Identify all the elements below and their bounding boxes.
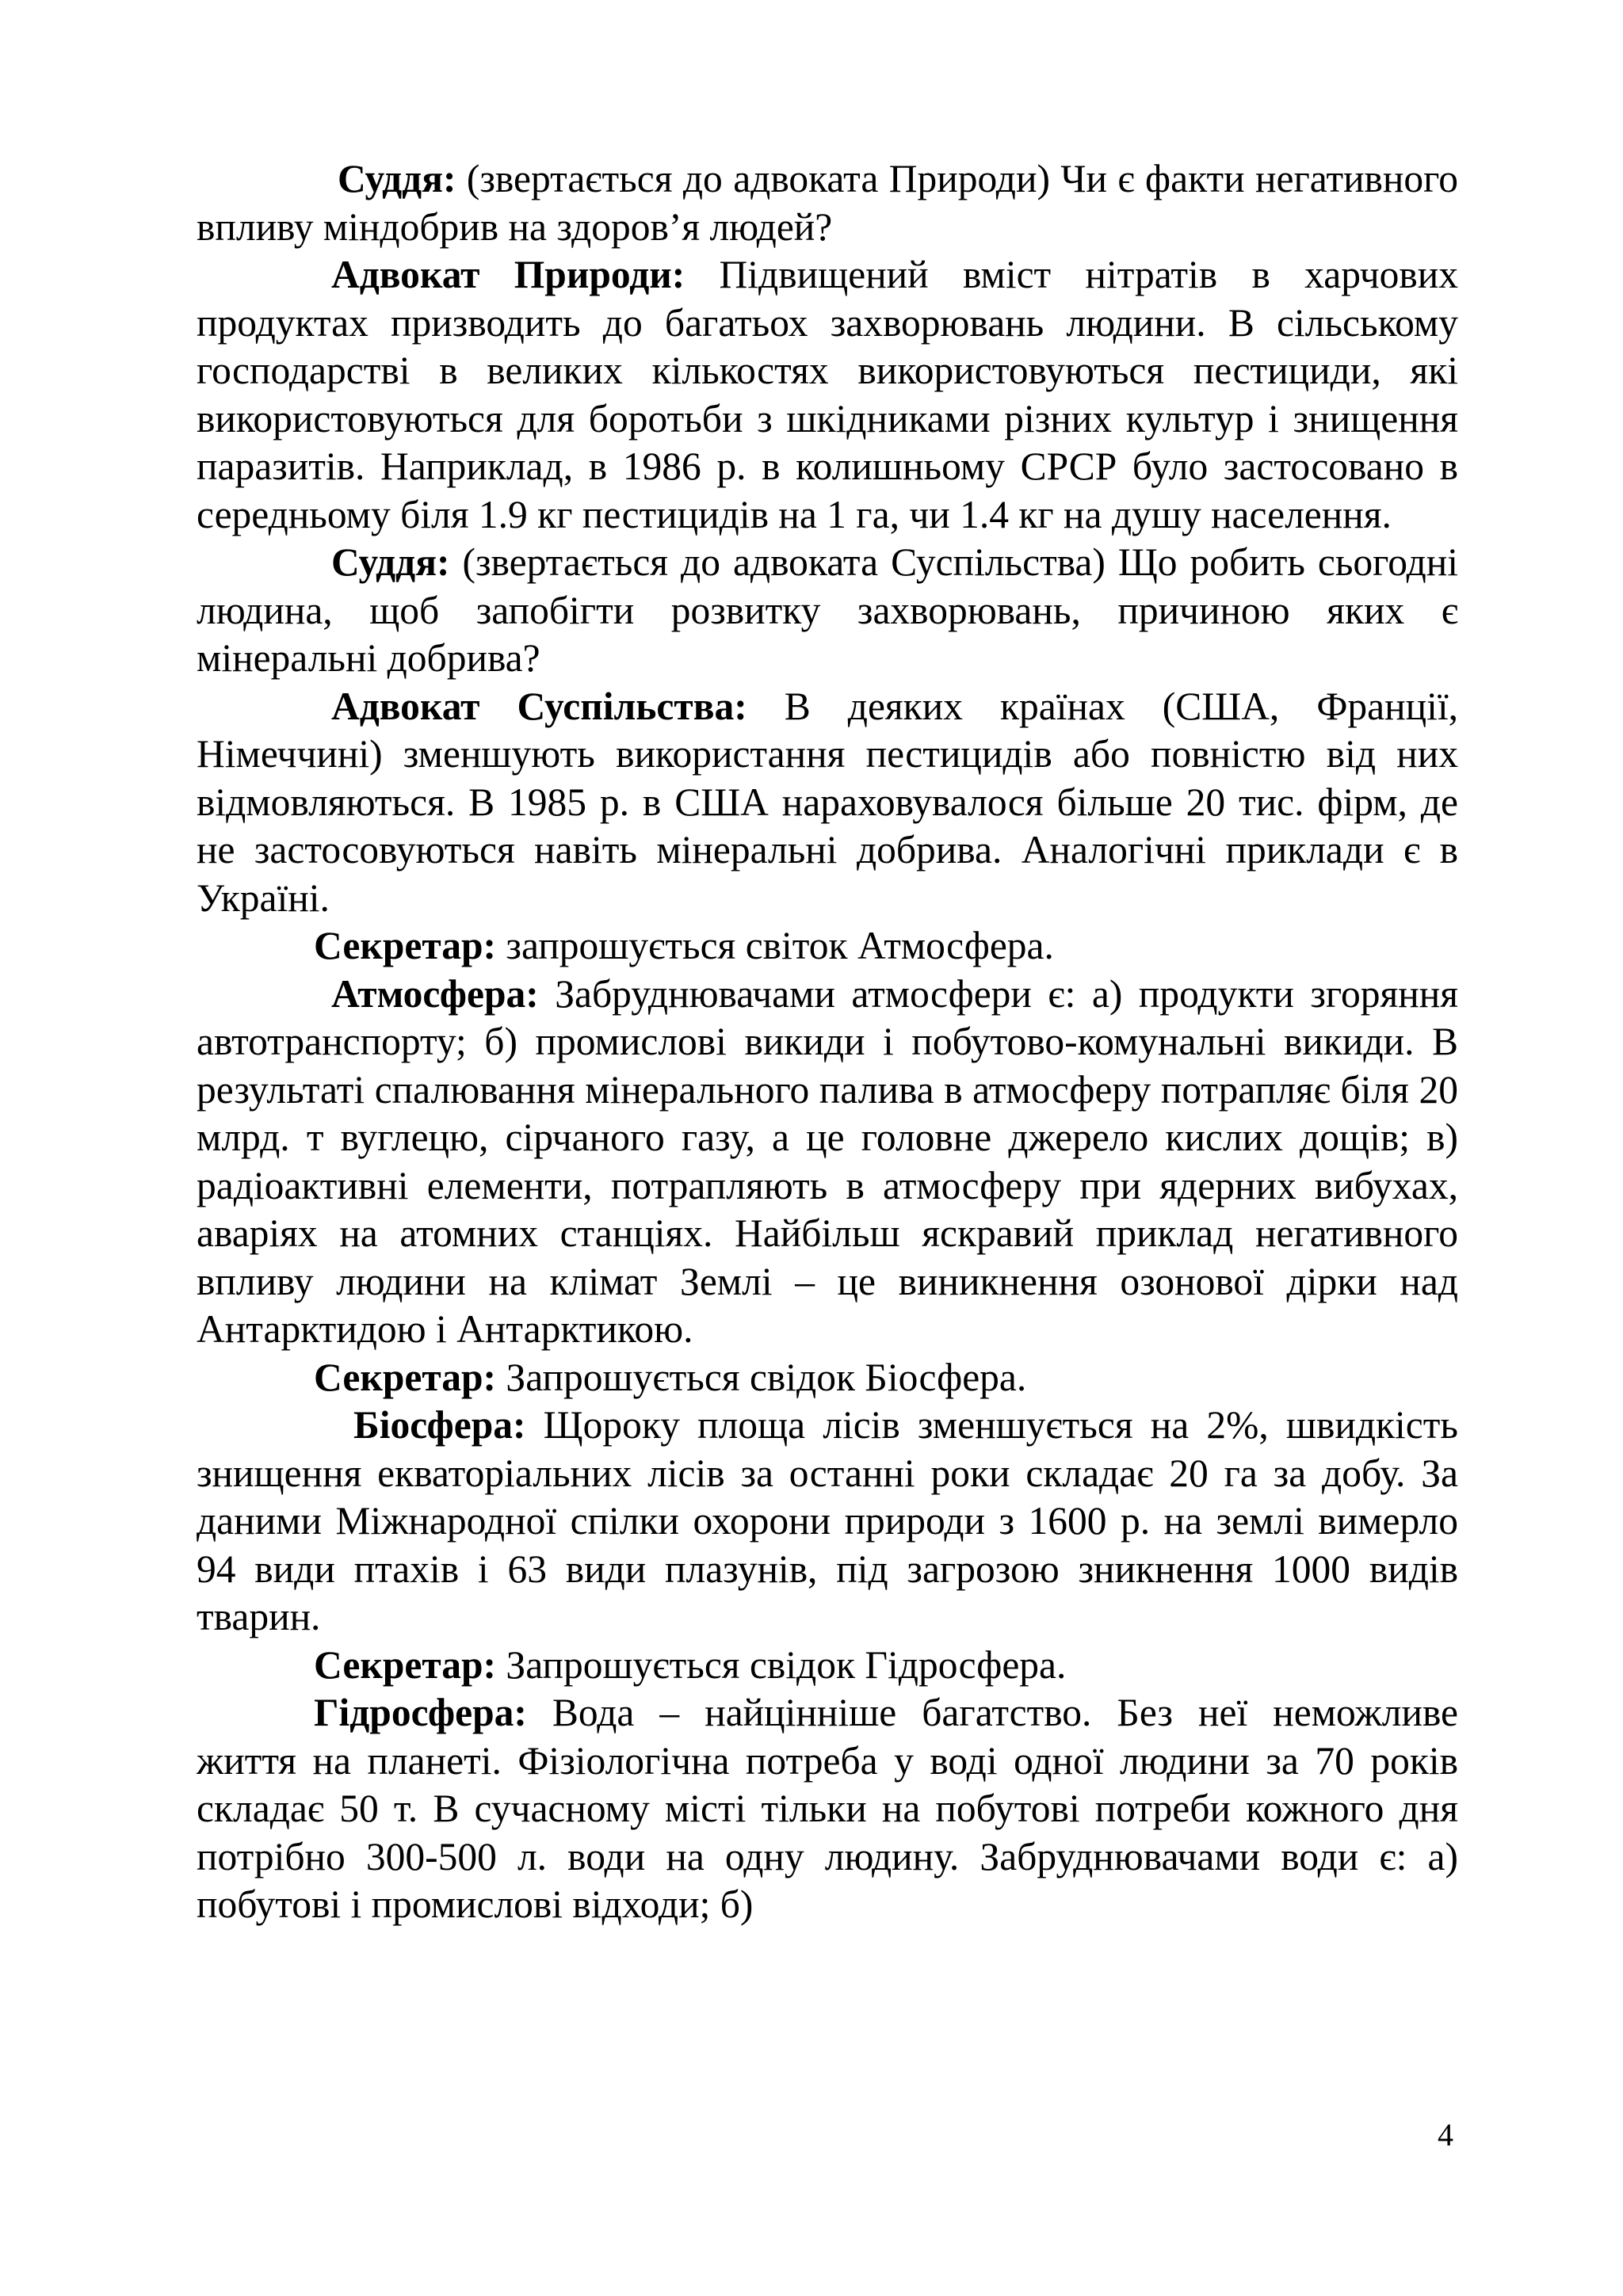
paragraph-judge-question-2 xyxy=(197,539,1458,683)
paragraph-text: (звертається до адвоката Природи) Чи є факти негативного впливу міндобрив на здоров’я людей? xyxy=(197,157,1458,249)
paragraph-text: (звертається до адвоката Суспільства) Що робить сьогодні людина, щоб запобігти розвитку захворювань, причиною яких є мінеральні добрива? xyxy=(197,540,1458,680)
speaker-label: Секретар: xyxy=(314,1355,497,1399)
paragraph-judge-question-1 xyxy=(197,155,1458,251)
paragraph-text: Вода – найцінніше багатство. Без неї неможливе життя на планеті. Фізіологічна потреба у воді одної людини за 70 років складає 50 т. В сучасному місті тільки на побутові потреби кожного дня потрібно 300-500 л. води на одну людину. Забруднювачами води є: а) побутові і промислові відходи; б) xyxy=(197,1691,1458,1926)
paragraph-text: запрошується світок Атмосфера. xyxy=(496,924,1054,967)
speaker-label: Атмосфера: xyxy=(331,971,539,1016)
paragraph-society-advocate-answer xyxy=(197,683,1458,923)
paragraph-secretary-biosphere xyxy=(197,1354,1458,1402)
speaker-label: Секретар: xyxy=(314,924,497,967)
paragraph-text: Щороку площа лісів зменшується на 2%, швидкість знищення екваторіальних лісів за останні роки складає 20 га за добу. За даними Міжнародної спілки охорони природи з 1600 р. на землі вимерло 94 види птахів і 63 види плазунів, під загрозою зникнення 1000 видів тварин. xyxy=(197,1403,1458,1638)
speaker-label: Адвокат Природи: xyxy=(331,253,685,296)
paragraph-text: Підвищений вміст нітратів в харчових продуктах призводить до багатьох захворювань людини. В сільському господарстві в великих кількостях використовуються пестициди, які використовуються для боротьби з шкідниками різних культур і знищення паразитів. Наприклад, в 1986 р. в колишньому СРСР було застосовано в середньому біля 1.9 кг пестицидів на 1 га, чи 1.4 кг на душу населення. xyxy=(197,253,1459,536)
speaker-label: Біосфера: xyxy=(353,1403,526,1447)
page-number: 4 xyxy=(1438,2117,1453,2153)
paragraph-text: В деяких країнах (США, Франції, Німеччині) зменшують використання пестицидів або повністю від них відмовляються. В 1985 р. в США нараховувалося більше 20 тис. фірм, де не застосовуються навіть мінеральні добрива. Аналогічні приклади є в Україні. xyxy=(197,684,1459,920)
paragraph-secretary-hydrosphere xyxy=(197,1642,1458,1690)
speaker-label: Адвокат Суспільства: xyxy=(331,684,747,728)
paragraph-hydrosphere-testimony xyxy=(197,1689,1458,1929)
document-page xyxy=(197,155,1458,1929)
speaker-label: Гідросфера: xyxy=(314,1691,527,1734)
speaker-label: Суддя: xyxy=(338,157,456,200)
paragraph-text: Запрошується свідок Гідросфера. xyxy=(496,1642,1067,1687)
paragraph-nature-advocate-answer xyxy=(197,251,1458,539)
speaker-label: Суддя: xyxy=(331,540,450,584)
paragraph-text: Запрошується свідок Біосфера. xyxy=(496,1355,1027,1399)
paragraph-biosphere-testimony xyxy=(197,1402,1458,1642)
paragraph-secretary-atmosphere xyxy=(197,922,1458,971)
paragraph-atmosphere-testimony xyxy=(197,971,1458,1354)
paragraph-text: Забруднювачами атмосфери є: а) продукти згоряння автотранспорту; б) промислові викиди і побутово-комунальні викиди. В результаті спалювання мінерального палива в атмосферу потрапляє біля 20 млрд. т вуглецю, сірчаного газу, а це головне джерело кислих дощів; в) радіоактивні елементи, потрапляють в атмосферу при ядерних вибухах, аваріях на атомних станціях. Найбільш яскравий приклад негативного впливу людини на клімат Землі – це виникнення озонової дірки над Антарктидою і Антарктикою. xyxy=(197,971,1458,1351)
speaker-label: Секретар: xyxy=(314,1642,497,1687)
